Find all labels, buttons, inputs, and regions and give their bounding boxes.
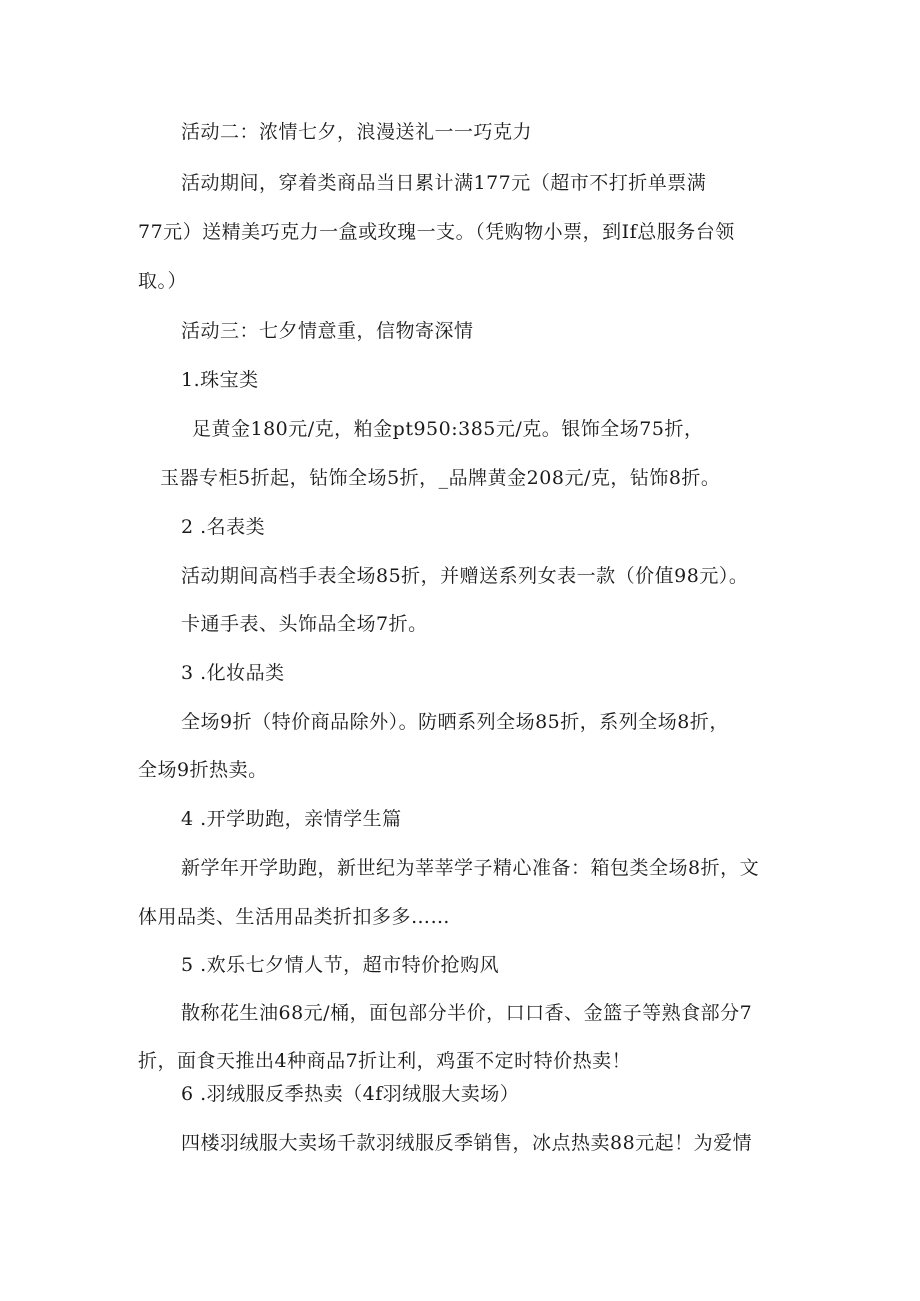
paragraph-line: 折，面食天推出4种商品7折让利，鸡蛋不定时特价热卖！ xyxy=(138,1050,632,1072)
paragraph-line: 玉器专柜5折起，钻饰全场5折，_品牌黄金208元/克，钻饰8折。 xyxy=(160,467,721,489)
paragraph-line: 全场9折热卖。 xyxy=(138,759,268,781)
paragraph-line: 四楼羽绒服大卖场千款羽绒服反季销售，冰点热卖88元起！为爱情 xyxy=(181,1132,753,1154)
paragraph-line: 活动期间高档手表全场85折，并赠送系列女表一款（价值98元）。 xyxy=(181,565,749,587)
section-cosmetics: 3 .化妆品类 xyxy=(181,662,285,684)
section-students: 4 .开学助跑，亲情学生篇 xyxy=(181,808,402,830)
paragraph-line: 足黄金180元/克，粕金pt950:385元/克。银饰全场75折， xyxy=(192,418,704,440)
paragraph-line: 散称花生油68元/桶，面包部分半价，口口香、金篮子等熟食部分7 xyxy=(181,1002,753,1024)
paragraph-line: 77元）送精美巧克力一盒或玫瑰一支。（凭购物小票，到If总服务台领 xyxy=(138,221,735,243)
heading-activity-three: 活动三：七夕情意重，信物寄深情 xyxy=(181,320,474,342)
paragraph-line: 全场9折（特价商品除外）。防晒系列全场85折，系列全场8折， xyxy=(181,711,729,733)
paragraph-line: 活动期间，穿着类商品当日累计满177元（超市不打折单票满 xyxy=(181,172,707,194)
paragraph-line: 取。） xyxy=(138,270,188,292)
section-watches: 2 .名表类 xyxy=(181,516,266,538)
paragraph-line: 体用品类、生活用品类折扣多多…… xyxy=(138,906,451,928)
paragraph-line: 卡通手表、头饰品全场7折。 xyxy=(181,613,428,635)
section-jewelry: 1.珠宝类 xyxy=(181,369,259,391)
section-down-jackets: 6 .羽绒服反季热卖（4f羽绒服大卖场） xyxy=(181,1083,520,1105)
section-supermarket: 5 .欢乐七夕情人节，超市特价抢购风 xyxy=(181,954,500,976)
heading-activity-two: 活动二：浓情七夕，浪漫送礼一一巧克力 xyxy=(181,121,533,143)
paragraph-line: 新学年开学助跑，新世纪为莘莘学子精心准备：箱包类全场8折，文 xyxy=(181,857,760,879)
